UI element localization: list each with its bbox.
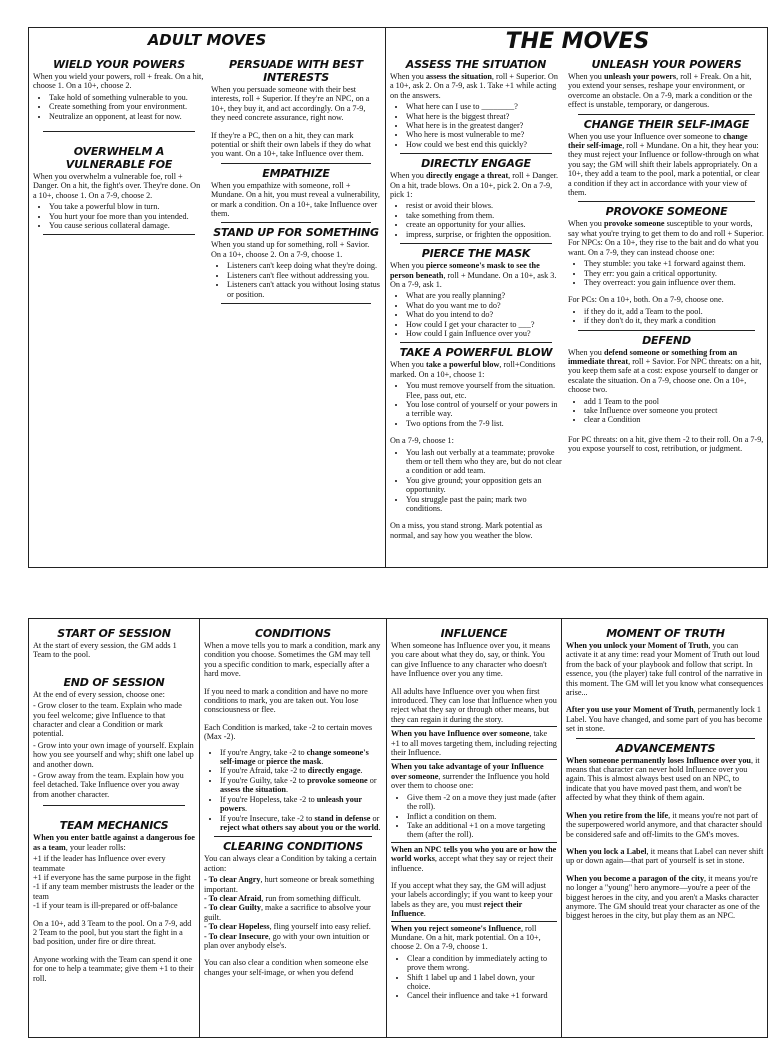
blow-list-2 bbox=[390, 448, 562, 514]
divider bbox=[578, 201, 755, 202]
defend-text: When you defend someone or something from an immediate threat, roll + Savior. For NPC threats: on a hit, you keep them safe at a cost: expose yourself to danger or escalate the situation. On a 7-9, choose one. On a 10+, choose two. bbox=[568, 347, 762, 395]
empathize-title: EMPATHIZE bbox=[262, 166, 330, 180]
divider bbox=[576, 738, 755, 739]
end-title: END OF SESSION bbox=[63, 675, 165, 689]
list-item: • take Influence over someone you protect bbox=[584, 406, 765, 415]
overwhelm-title: OVERWHELM A VULNERABLE FOE bbox=[65, 145, 173, 172]
wield-text: When you wield your powers, roll + freak. On a hit, choose 1. On a 10+, choose 2. bbox=[33, 72, 204, 91]
list-item: • Shift 1 label up and 1 label down, your choice. bbox=[407, 973, 557, 992]
list-item: • Inflict a condition on them. bbox=[407, 812, 557, 821]
blow-text: When you take a powerful blow, roll+Conditions marked. On a 10+, choose 1: bbox=[390, 360, 556, 379]
provoke-list-2 bbox=[568, 307, 765, 326]
divider bbox=[391, 842, 557, 843]
list-item: • You give ground; your opposition gets an opportunity. bbox=[406, 476, 562, 495]
clearing-line: - To clear Hopeless, fling yourself into easy relief. bbox=[204, 922, 371, 932]
list-item: • Create something from your environment. bbox=[49, 102, 205, 111]
top-sheet bbox=[28, 27, 768, 568]
list-item: • What are you really planning? bbox=[406, 291, 562, 300]
team-line: +1 if the leader has Influence over every teammate bbox=[33, 854, 166, 873]
list-item: • add 1 Team to the pool bbox=[584, 397, 765, 406]
team-text-3: Anyone working with the Team can spend it one for one to help a teammate; give them +1 to their roll. bbox=[33, 954, 194, 983]
divider bbox=[578, 330, 755, 331]
list-item: • take something from them. bbox=[406, 211, 562, 220]
list-item: • You must remove yourself from the situation. Flee, pass out, etc. bbox=[406, 381, 562, 400]
list-item: • If you're Hopeless, take -2 to unleash your powers. bbox=[220, 795, 382, 814]
wield-list bbox=[33, 93, 205, 121]
engage-title: DIRECTLY ENGAGE bbox=[421, 157, 531, 171]
defend-end: For PC threats: on a hit, give them -2 to their roll. On a 7-9, you expose yourself to cost, retribution, or judgment. bbox=[568, 434, 764, 454]
moves-col-1 bbox=[386, 56, 566, 567]
provoke-title: PROVOKE SOMEONE bbox=[605, 205, 728, 219]
list-item: • impress, surprise, or frighten the opposition. bbox=[406, 230, 562, 239]
influence-npc: When an NPC tells you who you are or how the world works, accept what they say or reject their influence. bbox=[391, 844, 557, 873]
list-item: • How could I get your character to ___? bbox=[406, 320, 562, 329]
persuade-title: PERSUADE WITH BEST INTERESTS bbox=[229, 58, 363, 84]
list-item: • You lash out verbally at a teammate; provoke them or tell them who they are, but do not clear a condition or add team. bbox=[406, 448, 562, 476]
conditions-col bbox=[200, 625, 386, 1037]
list-item: • What here is the biggest threat? bbox=[406, 112, 562, 121]
blow-mid: On a 7-9, choose 1: bbox=[390, 436, 454, 446]
influence-advantage: When you take advantage of your Influence over someone, surrender the Influence you hold over them to choose one: bbox=[391, 762, 550, 791]
divider bbox=[391, 759, 557, 760]
list-item: • What here can I use to ________? bbox=[406, 102, 562, 111]
truth-after: After you use your Moment of Truth, permanently lock 1 Label. You have changed, and some part of you has become set in stone. bbox=[566, 705, 763, 734]
provoke-pc: For PCs: On a 10+, both. On a 7-9, choose one. bbox=[568, 295, 724, 305]
the-moves-title: THE MOVES bbox=[505, 29, 650, 54]
advantage-list bbox=[391, 793, 557, 840]
divider bbox=[400, 153, 552, 154]
list-item: • You take a powerful blow in turn. bbox=[49, 202, 205, 211]
influence-text-1: When someone has Influence over you, it means you care about what they do, say, or think. You can give Influence to any character who doesn't have Influence over you any time. bbox=[391, 641, 551, 679]
assess-list bbox=[390, 102, 562, 149]
stand-text: When you stand up for something, roll + Savior. On a 10+, choose 2. On a 7-9, choose 1. bbox=[211, 240, 370, 259]
divider bbox=[391, 726, 557, 727]
conditions-text-3: Each Condition is marked, take -2 to certain moves (Max -2). bbox=[204, 722, 373, 742]
clearing-text-2: You can also clear a condition when someone else changes your self-image, or when you defend bbox=[204, 958, 369, 977]
list-item: • Who here is most vulnerable to me? bbox=[406, 130, 562, 139]
unleash-text: When you unleash your powers, roll + Freak. On a hit, you extend your senses, reshape your environment, or overcome an obstacle. On a 7-9, mark a condition or the effect is unstable, temporary, or dangerous. bbox=[568, 72, 753, 110]
team-line: -1 if your team is ill-prepared or off-balance bbox=[33, 901, 178, 911]
divider bbox=[43, 131, 195, 132]
adv-paragon: When you become a paragon of the city, it means you're no longer a "young" hero anymore—you're a peer of the biggest heroes in the city, and you aren't a Masks character anymore. The GM should treat your character as one of the biggest heroes in the city, but play them as an NPC. bbox=[566, 873, 760, 921]
truth-title: MOMENT OF TRUTH bbox=[606, 627, 725, 640]
list-item: • What here is in the greatest danger? bbox=[406, 121, 562, 130]
influence-text-2: All adults have Influence over you when first introduced. They can lose that Influence when you reject what they say or through other means, but they can regain it during the story. bbox=[391, 686, 557, 724]
team-title: TEAM MECHANICS bbox=[59, 819, 169, 833]
divider bbox=[400, 243, 552, 244]
clearing-line: - To clear Angry, hurt someone or break something important. bbox=[204, 875, 375, 894]
list-item: • create an opportunity for your allies. bbox=[406, 220, 562, 229]
clearing-title: CLEARING CONDITIONS bbox=[223, 840, 363, 854]
list-item: • if they do it, add a Team to the pool. bbox=[584, 307, 765, 316]
list-item: • Neutralize an opponent, at least for now. bbox=[49, 112, 205, 121]
list-item: • You lose control of yourself or your powers in a terrible way. bbox=[406, 400, 562, 419]
adult-moves-title: ADULT MOVES bbox=[147, 31, 267, 49]
adult-col-1 bbox=[29, 56, 209, 567]
divider bbox=[214, 836, 372, 837]
adv-lock: When you lock a Label, it means that Label can never shift up or down again—that part of yourself is set in stone. bbox=[566, 846, 764, 866]
influence-reject: When you reject someone's Influence, roll Mundane. On a hit, mark potential. On a 10+, choose 2. On a 7-9, choose 1. bbox=[391, 923, 541, 952]
divider bbox=[400, 342, 552, 343]
list-item: • If you're Afraid, take -2 to directly engage. bbox=[220, 766, 382, 775]
team-line: +1 if everyone has the same purpose in the fight bbox=[33, 872, 191, 882]
truth-text: When you unlock your Moment of Truth, you can activate it at any time: read your Moment of Truth out loud from the back of your playbook and follow that script. In essence, you (the player) take full control of the narrative in this moment. The GM will let you know what consequences arise... bbox=[566, 641, 764, 698]
divider bbox=[578, 114, 755, 115]
defend-title: DEFEND bbox=[642, 333, 691, 347]
divider bbox=[221, 222, 371, 223]
list-item: • Take hold of something vulnerable to you. bbox=[49, 93, 205, 102]
list-item: • What do you intend to do? bbox=[406, 310, 562, 319]
pierce-text: When you pierce someone's mask to see the person beneath, roll + Mundane. On a 10+, ask 3. On a 7-9, ask 1. bbox=[390, 261, 557, 289]
team-text-2: On a 10+, add 3 Team to the pool. On a 7-9, add 2 Team to the pool, but you start the fight in a bad position, under fire or dire threat. bbox=[33, 918, 192, 947]
engage-list bbox=[390, 201, 562, 239]
end-line: - Grow into your own image of yourself. Explain how you see yourself and why; shift one label up and another down. bbox=[33, 740, 194, 769]
list-item: • Listeners can't attack you without losing status or position. bbox=[227, 280, 381, 299]
stand-list bbox=[211, 261, 381, 299]
list-item: • You hurt your foe more than you intended. bbox=[49, 212, 205, 221]
list-item: • How could I gain Influence over you? bbox=[406, 329, 562, 338]
adv-retire: When you retire from the life, it means you're not part of the superpowered world anymore, and that character should be considered safe and off-limits to the GM's moves. bbox=[566, 810, 762, 839]
list-item: • You struggle past the pain; mark two conditions. bbox=[406, 495, 562, 514]
list-item: • Two options from the 7-9 list. bbox=[406, 419, 562, 428]
blow-end: On a miss, you stand strong. Mark potential as normal, and say how you weather the blow. bbox=[390, 521, 543, 540]
change-text: When you use your Influence over someone to change their self-image, roll + Mundane. On a hit, they hear you: they must reject your Influence or follow-through on what you say; the GM will shift their labels appropriately. On a 10+, they add a team to the pool, mark a potential, or clear a condition if they act in accordance with your view of them. bbox=[568, 131, 760, 198]
overwhelm-text: When you overwhelm a vulnerable foe, roll + Danger. On a hit, the fight's over. They're done. On a 10+, choose 1. On a 7-9, choose 2. bbox=[33, 172, 201, 200]
divider bbox=[391, 921, 557, 922]
provoke-list bbox=[568, 259, 765, 287]
truth-col bbox=[562, 625, 768, 1037]
moves-col-2 bbox=[564, 56, 768, 567]
influence-col bbox=[387, 625, 561, 1037]
conditions-text-1: When a move tells you to mark a condition, mark any condition you choose. Sometimes the GM may tell you a specific condition to mark, especially after a hard move. bbox=[204, 641, 381, 679]
divider bbox=[221, 163, 371, 164]
conditions-text-2: If you need to mark a condition and have no more conditions to mark, you are taken out. You lose consciousness or flee. bbox=[204, 686, 368, 715]
list-item: • resist or avoid their blows. bbox=[406, 201, 562, 210]
start-text: At the start of every session, the GM adds 1 Team to the pool. bbox=[33, 641, 177, 660]
influence-have: When you have Influence over someone, take +1 to all moves targeting them, including rejecting their Influence. bbox=[391, 729, 557, 758]
clearing-line: - To clear Guilty, make a sacrifice to absolve your guilt. bbox=[204, 903, 371, 922]
start-title: START OF SESSION bbox=[57, 627, 171, 640]
end-text: At the end of every session, choose one: bbox=[33, 689, 165, 699]
list-item: • Listeners can't flee without addressing you. bbox=[227, 271, 381, 280]
list-item: • Clear a condition by immediately acting to prove them wrong. bbox=[407, 954, 557, 973]
assess-text: When you assess the situation, roll + Superior. On a 10+, ask 2. On a 7-9, ask 1. Take +1 while acting on the answers. bbox=[390, 72, 558, 100]
end-line: - Grow closer to the team. Explain who made you feel welcome; give Influence to that character and clear a Condition or mark potential. bbox=[33, 701, 182, 739]
pierce-title: PIERCE THE MASK bbox=[421, 247, 531, 261]
clearing-text: You can always clear a Condition by taking a certain action: bbox=[204, 854, 377, 873]
list-item: • If you're Insecure, take -2 to stand in defense or reject what others say about you or the world. bbox=[220, 814, 382, 833]
divider bbox=[43, 234, 195, 235]
list-item: • You cause serious collateral damage. bbox=[49, 221, 205, 230]
persuade-text-2: If they're a PC, then on a hit, they can mark potential or shift their own labels if they do what you want. On a 10+, take Influence over them. bbox=[211, 130, 371, 159]
list-item: • Give them -2 on a move they just made (after the roll). bbox=[407, 793, 557, 812]
unleash-title: UNLEASH YOUR POWERS bbox=[591, 58, 742, 71]
influence-title: INFLUENCE bbox=[440, 627, 508, 640]
end-line: - Grow away from the team. Explain how you feel detached. Take Influence over you away from another character. bbox=[33, 771, 184, 799]
divider bbox=[221, 303, 371, 304]
list-item: • Listeners can't keep doing what they're doing. bbox=[227, 261, 381, 270]
defend-list bbox=[568, 397, 765, 425]
divider bbox=[43, 805, 185, 806]
persuade-text-1: When you persuade someone with their best interests, roll + Superior. If they're an NPC, on a 10+, they buy it, and act accordingly. On a 7-9, they need concrete assurance, right now. bbox=[211, 85, 370, 123]
session-col bbox=[29, 625, 199, 1037]
clearing-line: - To clear Insecure, go with your own intuition or plan over anybody else's. bbox=[204, 931, 370, 950]
list-item: • They overreact: you gain influence over them. bbox=[584, 278, 765, 287]
list-item: • if they don't do it, they mark a condition bbox=[584, 316, 765, 325]
list-item: • They err: you gain a critical opportunity. bbox=[584, 269, 765, 278]
change-title: CHANGE THEIR SELF-IMAGE bbox=[583, 117, 750, 131]
reject-list bbox=[391, 954, 557, 1001]
adv-lose: When someone permanently loses Influence over you, it means that character can never hold Influence over you again. This is almost always best used on an NPC, to indicate that you have moved past them, and won't be affected by what they think of them again. bbox=[566, 755, 760, 803]
advancements-title: ADVANCEMENTS bbox=[615, 741, 716, 755]
conditions-list bbox=[204, 748, 382, 833]
adult-col-2 bbox=[207, 56, 385, 567]
list-item: • If you're Guilty, take -2 to provoke someone or assess the situation. bbox=[220, 776, 382, 795]
overwhelm-list bbox=[33, 202, 205, 230]
stand-title: STAND UP FOR SOMETHING bbox=[213, 226, 379, 240]
list-item: • Cancel their influence and take +1 forward bbox=[407, 991, 557, 1000]
list-item: • They stumble: you take +1 forward against them. bbox=[584, 259, 765, 268]
blow-list bbox=[390, 381, 562, 428]
engage-text: When you directly engage a threat, roll + Danger. On a hit, trade blows. On a 10+, pick 2. On a 7-9, pick 1: bbox=[390, 171, 559, 200]
list-item: • clear a Condition bbox=[584, 415, 765, 424]
wield-title: WIELD YOUR POWERS bbox=[53, 58, 185, 71]
provoke-text: When you provoke someone susceptible to your words, say what you're trying to get them to do and roll + Superior. For NPCs: On a 10+, they rise to the bait and do what you want. On a 7-9, they can instead choose one: bbox=[568, 219, 764, 257]
team-text: When you enter battle against a dangerous foe as a team, your leader rolls: bbox=[33, 833, 195, 852]
list-item: • How could we best end this quickly? bbox=[406, 140, 562, 149]
blow-title: TAKE A POWERFUL BLOW bbox=[399, 346, 553, 360]
empathize-text: When you empathize with someone, roll + Mundane. On a hit, you must reveal a vulnerability, or mark a condition. On a 10+, take Influence over them. bbox=[211, 180, 380, 219]
bottom-sheet bbox=[28, 618, 768, 1038]
list-item: • What do you want me to do? bbox=[406, 301, 562, 310]
influence-accept: If you accept what they say, the GM will adjust your labels accordingly; if you want to keep your labels as they are, you must reject their Influence. bbox=[391, 880, 553, 919]
team-line: -1 if any team member mistrusts the leader or the team bbox=[33, 882, 195, 901]
conditions-title: CONDITIONS bbox=[255, 627, 331, 640]
assess-title: ASSESS THE SITUATION bbox=[405, 58, 547, 71]
list-item: • Take an additional +1 on a move targeting them (after the roll). bbox=[407, 821, 557, 840]
list-item: • If you're Angry, take -2 to change someone's self-image or pierce the mask. bbox=[220, 748, 382, 767]
pierce-list bbox=[390, 291, 562, 338]
clearing-line: - To clear Afraid, run from something difficult. bbox=[204, 893, 361, 903]
